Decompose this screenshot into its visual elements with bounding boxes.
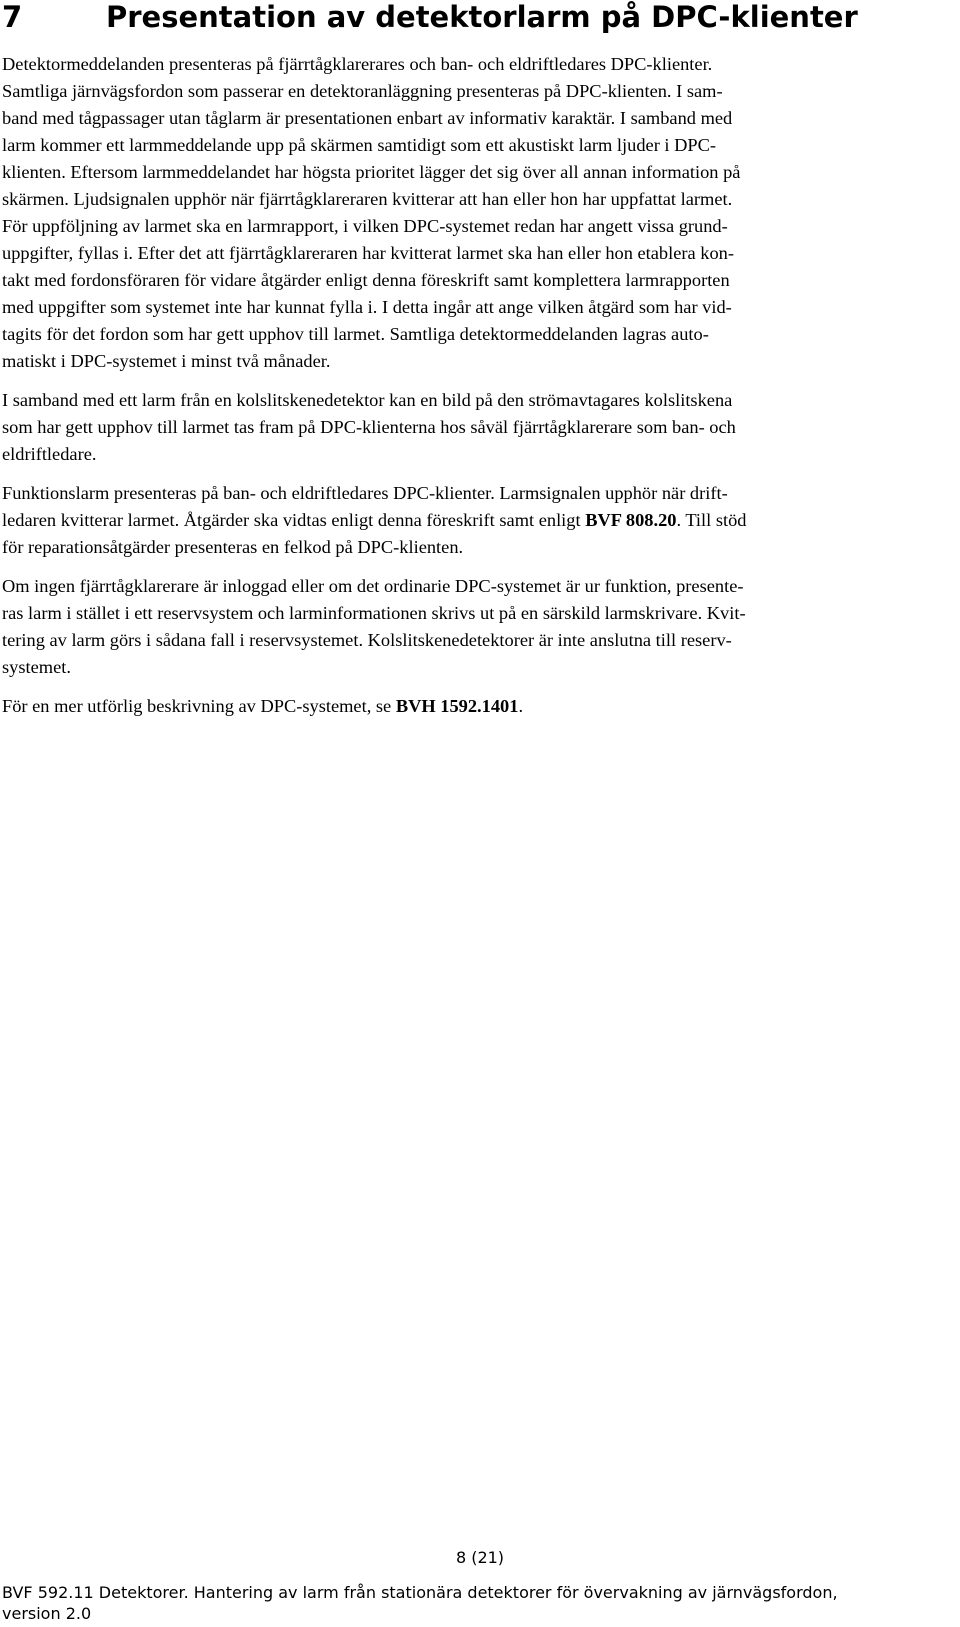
- reference-bvf-808-20: BVF 808.20: [585, 510, 677, 530]
- section-number: 7: [2, 0, 23, 34]
- text-line: matiskt i DPC-systemet i minst två månader.: [2, 351, 331, 371]
- text-line: [2, 507, 954, 534]
- document-footer: [2, 1582, 958, 1624]
- text-line: för reparationsåtgärder presenteras en felkod på DPC-klienten.: [2, 537, 464, 557]
- text-segment: . Till stöd: [676, 510, 747, 530]
- text-line: takt med fordonsföraren för vidare åtgärder enligt denna föreskrift samt komplettera larmrapporten: [2, 270, 730, 290]
- text-line: systemet.: [2, 657, 71, 677]
- text-line: I samband med ett larm från en kolslitskenedetektor kan en bild på den strömavtagares kolslitskena: [2, 390, 733, 410]
- text-segment: För en mer utförlig beskrivning av DPC-systemet, se: [2, 696, 396, 716]
- text-line: klienten. Eftersom larmmeddelandet har högsta prioritet lägger det sig över all annan information på: [2, 162, 741, 182]
- text-line: tagits för det fordon som har gett upphov till larmet. Samtliga detektormeddelanden lagras auto-: [2, 324, 709, 344]
- text-line: Samtliga järnvägsfordon som passerar en detektoranläggning presenteras på DPC-klienten. I sam-: [2, 81, 723, 101]
- reference-bvh-1592-1401: BVH 1592.1401: [395, 696, 519, 716]
- footer-line: BVF 592.11 Detektorer. Hantering av larm från stationära detektorer för övervakning av järnvägsfordon,: [2, 1583, 838, 1602]
- text-line: [2, 693, 954, 720]
- text-segment: .: [518, 696, 524, 716]
- text-line: band med tågpassager utan tåglarm är presentationen enbart av informativ karaktär. I samband med: [2, 108, 733, 128]
- footer-line: version 2.0: [2, 1604, 92, 1623]
- text-segment: ledaren kvitterar larmet. Åtgärder ska vidtas enligt denna föreskrift samt enligt: [2, 510, 586, 530]
- text-line: eldriftledare.: [2, 444, 97, 464]
- paragraph-presentation: [2, 51, 954, 375]
- text-line: Funktionslarm presenteras på ban- och eldriftledares DPC-klienter. Larmsignalen upphör när drift-: [2, 483, 728, 503]
- text-line: uppgifter, fyllas i. Efter det att fjärrtågklareraren har kvitterat larmet ska han eller hon etablera kon-: [2, 243, 734, 263]
- text-line: tering av larm görs i sådana fall i reservsystemet. Kolslitskenedetektorer är inte anslutna till reserv-: [2, 630, 732, 650]
- paragraph-kolslitskena: [2, 387, 954, 468]
- text-line: med uppgifter som systemet inte har kunnat fylla i. I detta ingår att ange vilken åtgärd som har vid-: [2, 297, 732, 317]
- text-line: Om ingen fjärrtågklarerare är inloggad eller om det ordinarie DPC-systemet är ur funktion, presente-: [2, 576, 744, 596]
- text-line: ras larm i stället i ett reservsystem och larminformationen skrivs ut på en särskild larmskrivare. Kvit-: [2, 603, 746, 623]
- paragraph-reference: [2, 693, 954, 720]
- section-heading: [2, 0, 858, 34]
- text-line: skärmen. Ljudsignalen upphör när fjärrtågklareraren kvitterar att han eller hon har uppfattat larmet.: [2, 189, 733, 209]
- paragraph-reservsystem: [2, 573, 954, 681]
- text-line: som har gett upphov till larmet tas fram på DPC-klienterna hos såväl fjärrtågklarerare som ban- och: [2, 417, 736, 437]
- paragraph-funktionslarm: [2, 480, 954, 561]
- page-number: 8 (21): [455, 1548, 505, 1567]
- text-line: För uppföljning av larmet ska en larmrapport, i vilken DPC-systemet redan har angett vissa grund-: [2, 216, 728, 236]
- text-line: larm kommer ett larmmeddelande upp på skärmen samtidigt som ett akustiskt larm ljuder i DPC-: [2, 135, 717, 155]
- body-text: [2, 51, 954, 732]
- section-title: Presentation av detektorlarm på DPC-klienter: [106, 0, 858, 34]
- text-line: Detektormeddelanden presenteras på fjärrtågklarerares och ban- och eldriftledares DPC-klienter.: [2, 54, 713, 74]
